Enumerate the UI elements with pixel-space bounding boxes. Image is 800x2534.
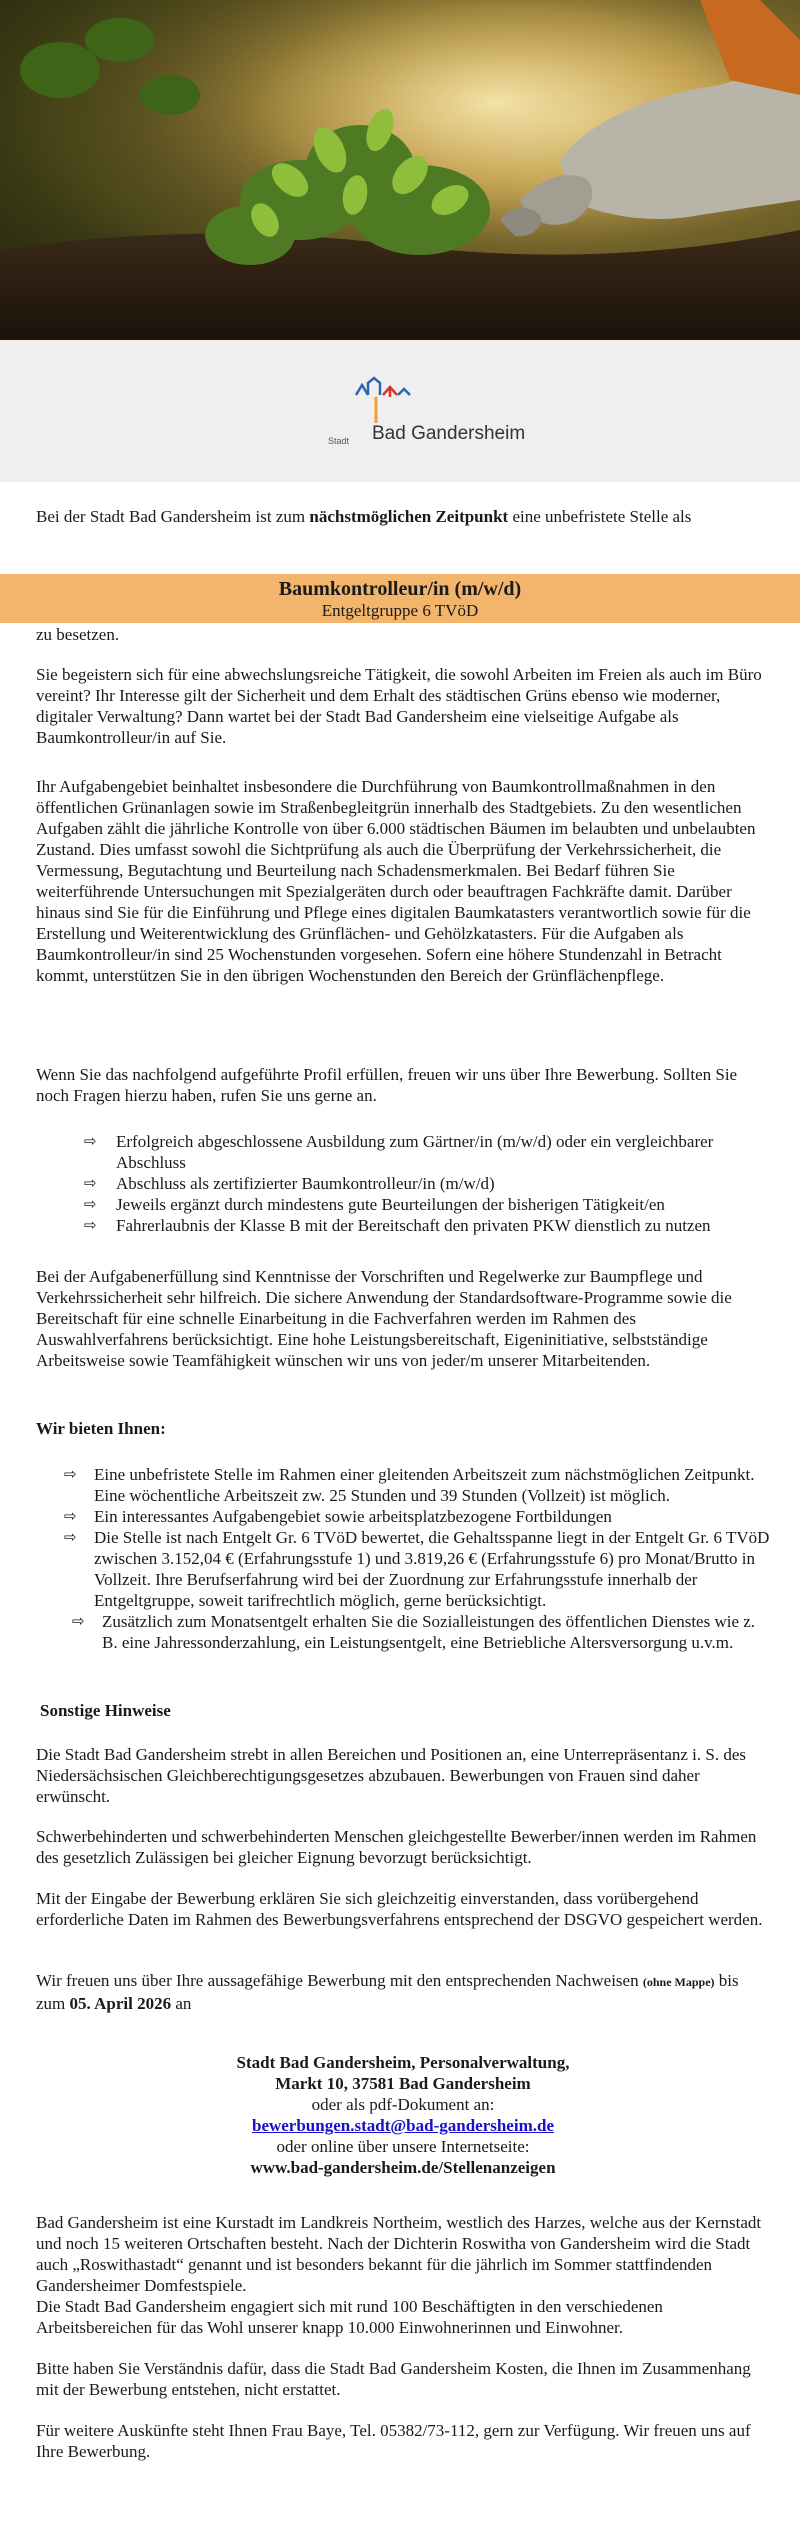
about-city: Bad Gandersheim ist eine Kurstadt im Landkreis Northeim, westlich des Harzes, welche aus der Kernstadt und noch 15 weiteren Ortschaften besteht. Nach der Dichterin Roswitha von Gandersheim wird die Stadt auch „Roswithastadt“ genannt und ist besonders bekannt für die jährlich im Sommer stattfindenden Gandersheimer Domfestspiele.: [36, 2213, 762, 2295]
paragraph-tasks: Ihr Aufgabengebiet beinhaltet insbesondere die Durchführung von Baumkontrollmaßnahmen in den öffentlichen Grünanlagen sowie im Straßenbegleitgrün innerhalb des Stadtgebiets. Zu den wesentlichen Aufgaben zählt die jährliche Kontrolle von über 6.000 städtischen Bäumen im belaubten und unbelaubten Zustand. Dies umfasst sowohl die Sichtprüfung als auch die Überprüfung der Verkehrssicherheit, die Vermessung, Begutachtung und Beurteilung nach Schadensmerkmalen. Bei Bedarf führen Sie weiterführende Untersuchungen mit Spezialgeräten durch oder beauftragen Fachkräfte damit. Darüber hinaus sind Sie für die Einführung und Pflege eines digitalen Baumkatasters verantwortlich sowie für die Erstellung und Weiterentwicklung des Grünflächen- und Gehölzkatasters. Für die Aufgaben als Baumkontrolleur/in sind 25 Wochenstunden vorgesehen. Sofern eine höhere Stundenzahl in Betracht kommt, unterstützen Sie in den übrigen Wochenstunden den Bereich der Grünflächenpflege.: [36, 777, 756, 985]
contact-info: Für weitere Auskünfte steht Ihnen Frau Baye, Tel. 05382/73-112, gern zur Verfügung. Wir freuen uns auf Ihre Bewerbung.: [36, 2421, 751, 2461]
gardening-hands-photo-icon: [0, 0, 800, 340]
list-item: ⇨ Ein interessantes Aufgabengebiet sowie arbeitsplatzbezogene Fortbildungen: [64, 1507, 612, 1526]
list-item: ⇨ Die Stelle ist nach Entgelt Gr. 6 TVöD bewertet, die Gehaltsspanne liegt in der Entgelt Gr. 6 TVöD zwischen 3.152,04 € (Erfahrungsstufe 1) und 3.819,26 € (Erfahrungsstufe 6) pro Monat/Brutto in Vollzeit. Ihre Berufserfahrung wird bei der Zuordnung zur Erfahrungsstufe innerhalb der Entgeltgruppe, soweit tarifrechtlich möglich, gerne berücksichtigt.: [64, 1528, 770, 1610]
arrow-right-icon: ⇨: [64, 1507, 77, 1525]
paragraph-skills: Bei der Aufgabenerfüllung sind Kenntnisse der Vorschriften und Regelwerke zur Baumpflege und Verkehrssicherheit sehr hilfreich. Die sichere Anwendung der Standardsoftware-Programme sowie die Bereitschaft für eine schnelle Einarbeitung in die Fachverfahren werden im Rahmen des Auswahlverfahrens berücksichtigt. Eine hohe Leistungsbereitschaft, Eigeninitiative, selbstständige Arbeitsweise sowie Teamfähigkeit wünschen wir uns von jeder/m unserer Mitarbeitenden.: [36, 1267, 732, 1370]
position-banner: [0, 574, 800, 623]
note-privacy: Mit der Eingabe der Bewerbung erklären Sie sich gleichzeitig einverstanden, dass vorübergehend erforderliche Daten im Rahmen des Bewerbungsverfahrens entsprechend der DSGVO gespeichert werden.: [36, 1889, 763, 1929]
logo-name: Bad Gandersheim: [372, 423, 526, 444]
email-link[interactable]: bewerbungen.stadt@bad-gandersheim.de: [251, 2116, 554, 2135]
address-line-4: oder online über unsere Internetseite:: [276, 2137, 530, 2156]
arrow-right-icon: ⇨: [84, 1132, 97, 1150]
arrow-right-icon: ⇨: [72, 1612, 85, 1630]
arrow-right-icon: ⇨: [64, 1465, 77, 1483]
list-item: ⇨ Eine unbefristete Stelle im Rahmen einer gleitenden Arbeitszeit zum nächstmöglichen Zeitpunkt. Eine wöchentliche Arbeitszeit zw. 25 Stunden und 39 Stunden (Vollzeit) ist möglich.: [64, 1465, 755, 1505]
about-employer: Die Stadt Bad Gandersheim engagiert sich mit rund 100 Beschäftigten in den verschiedenen Arbeitsbereichen für das Wohl unserer knapp 10.000 Einwohnerinnen und Einwohner.: [36, 2297, 663, 2337]
offer-heading: Wir bieten Ihnen:: [36, 1419, 166, 1438]
list-item: ⇨ Erfolgreich abgeschlossene Ausbildung zum Gärtner/in (m/w/d) oder ein vergleichbarer Abschluss: [84, 1132, 714, 1172]
intro-text: Bei der Stadt Bad Gandersheim ist zum nächstmöglichen Zeitpunkt eine unbefristete Stelle als: [36, 507, 692, 526]
city-logo: [328, 375, 528, 457]
apply-text: Wir freuen uns über Ihre aussagefähige Bewerbung mit den entsprechenden Nachweisen (ohne Mappe) bis zum 05. April 2026 an: [36, 1971, 739, 2013]
offers-list: [64, 1464, 770, 1653]
list-item: ⇨ Jeweils ergänzt durch mindestens gute Beurteilungen der bisherigen Tätigkeit/en: [84, 1195, 665, 1214]
address-block: [36, 2052, 770, 2178]
position-title: Baumkontrolleur/in (m/w/d): [278, 578, 522, 600]
city-skyline-logo-icon: [328, 375, 528, 425]
address-line-3: oder als pdf-Dokument an:: [311, 2095, 495, 2114]
arrow-right-icon: ⇨: [84, 1216, 97, 1234]
hero-image: [0, 0, 800, 340]
list-item: ⇨ Fahrerlaubnis der Klasse B mit der Bereitschaft den privaten PKW dienstlich zu nutzen: [84, 1216, 711, 1235]
website-link[interactable]: www.bad-gandersheim.de/Stellenanzeigen: [250, 2158, 556, 2177]
address-line-2: Markt 10, 37581 Bad Gandersheim: [275, 2074, 531, 2093]
arrow-right-icon: ⇨: [84, 1195, 97, 1213]
notes-heading: Sonstige Hinweise: [40, 1701, 171, 1720]
paragraph-intro: Sie begeistern sich für eine abwechslungsreiche Tätigkeit, die sowohl Arbeiten im Freien als auch im Büro vereint? Ihr Interesse gilt der Sicherheit und dem Erhalt des städtischen Grüns ebenso wie moderner, digitaler Verwaltung? Dann wartet bei der Stadt Bad Gandersheim eine vielseitige Aufgabe als Baumkontrolleur/in auf Sie.: [36, 665, 762, 747]
note-disability: Schwerbehinderten und schwerbehinderten Menschen gleichgestellte Bewerber/innen werden im Rahmen des gesetzlich Zulässigen bei gleicher Eignung bevorzugt berücksichtigt.: [36, 1827, 757, 1867]
costs-note: Bitte haben Sie Verständnis dafür, dass die Stadt Bad Gandersheim Kosten, die Ihnen im Zusammenhang mit der Bewerbung entstehen, nicht erstattet.: [36, 2359, 751, 2399]
logo-prefix: Stadt: [328, 436, 350, 446]
list-item: ⇨ Zusätzlich zum Monatsentgelt erhalten Sie die Sozialleistungen des öffentlichen Dienstes wie z. B. eine Jahressonderzahlung, ein Leistungsentgelt, eine Betriebliche Altersversorgung u.v.m.: [72, 1612, 756, 1652]
paragraph-profile: Wenn Sie das nachfolgend aufgeführte Profil erfüllen, freuen wir uns über Ihre Bewerbung. Sollten Sie noch Fragen hierzu haben, rufen Sie uns gerne an.: [36, 1065, 738, 1105]
requirements-list: [84, 1131, 770, 1236]
address-line-1: Stadt Bad Gandersheim, Personalverwaltung,: [236, 2053, 570, 2072]
arrow-right-icon: ⇨: [64, 1528, 77, 1546]
note-equality: Die Stadt Bad Gandersheim strebt in allen Bereichen und Positionen an, eine Unterrepräsentanz i. S. des Niedersächsischen Gleichberechtigungsgesetzes abzubauen. Bewerbungen von Frauen sind daher erwünscht.: [36, 1745, 747, 1806]
arrow-right-icon: ⇨: [84, 1174, 97, 1192]
deadline: 05. April 2026: [69, 1994, 172, 2013]
list-item: ⇨ Abschluss als zertifizierter Baumkontrolleur/in (m/w/d): [84, 1174, 495, 1193]
to-fill-text: zu besetzen.: [36, 625, 120, 644]
position-grade: Entgeltgruppe 6 TVöD: [321, 601, 479, 620]
